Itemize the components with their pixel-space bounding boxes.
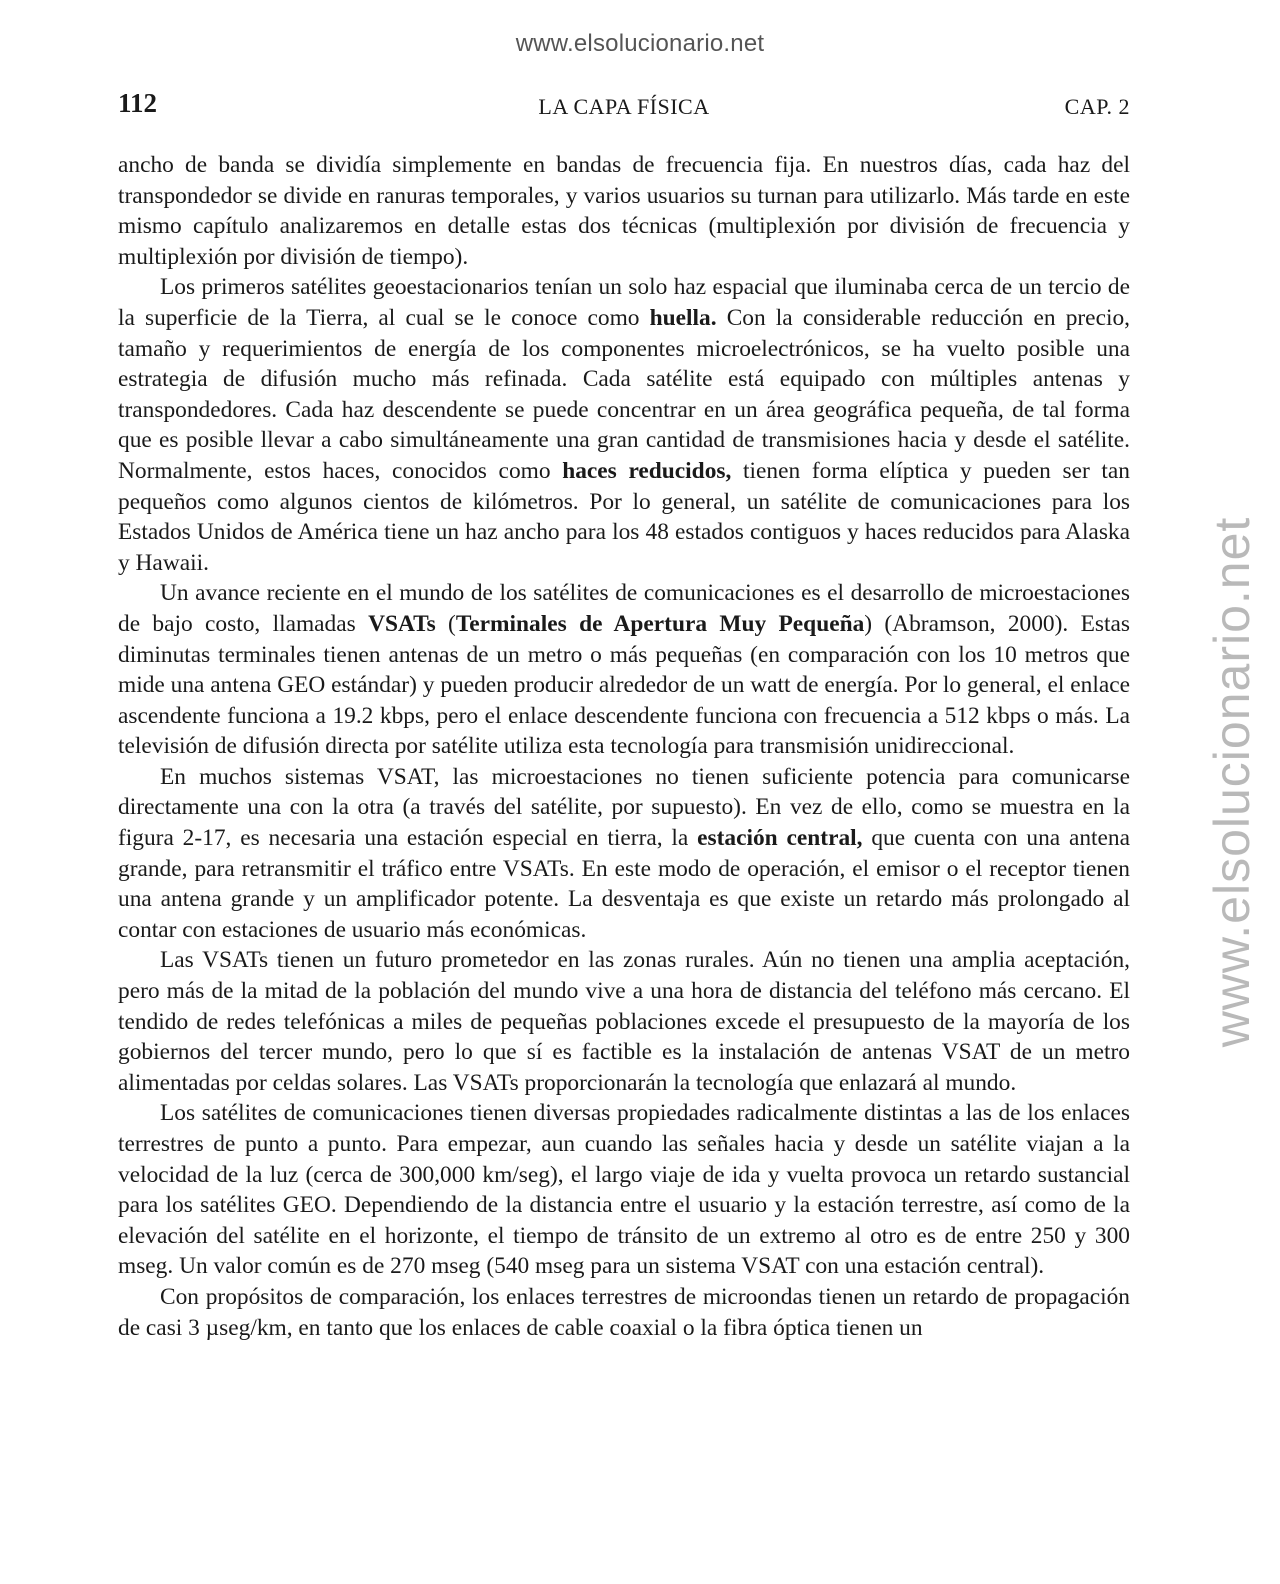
term-vsat-definition: Terminales de Apertura Muy Pequeña <box>455 610 865 637</box>
watermark-top: www.elsolucionario.net <box>515 30 765 57</box>
body-text <box>118 150 1130 1343</box>
watermark-side: www.elsolucionario.net <box>1204 516 1260 1048</box>
chapter-title: LA CAPA FÍSICA <box>538 94 710 119</box>
paragraph-hub-station: En muchos sistemas VSAT, las microestaciones no tienen suficiente potencia para comunicarse directamente una con la otra (a través del satélite, por supuesto). En vez de ello, como se muestra en la figura 2-17, es necesaria una estación especial en tierra, la estación central, que cuenta con una antena grande, para retransmitir el tráfico entre VSATs. En este modo de operación, el emisor o el receptor tienen una antena grande y un amplificador potente. La desventaja es que existe un retardo más prolongado al contar con estaciones de usuario más económicas. <box>118 763 1131 943</box>
chapter-reference: CAP. 2 <box>1064 94 1130 119</box>
paragraph-propagation-delay: Los satélites de comunicaciones tienen diversas propiedades radicalmente distintas a las de los enlaces terrestres de punto a punto. Para empezar, aun cuando las señales hacia y desde un satélite viajan a la velocidad de la luz (cerca de 300,000 km/seg), el largo viaje de ida y vuelta provoca un retardo sustancial para los satélites GEO. Dependiendo de la distancia entre el usuario y la estación terrestre, así como de la elevación del satélite en el horizonte, el tiempo de tránsito de un extremo al otro es de entre 250 y 300 mseg. Un valor común es de 270 mseg (540 mseg para un sistema VSAT con una estación central). <box>118 1100 1130 1280</box>
term-estacion-central: estación central, <box>697 825 863 852</box>
paragraph-geo-beams: Los primeros satélites geoestacionarios tenían un solo haz espacial que iluminaba cerca de un tercio de la superficie de la Tierra, al cual se le conoce como huella. Con la considerable reducción en precio, tamaño y requerimientos de energía de los componentes microelectrónicos, se ha vuelto posible una estrategia de difusión mucho más refinada. Cada satélite está equipado con múltiples antenas y transpondedores. Cada haz descendente se puede concentrar en un área geográfica pequeña, de tal forma que es posible llevar a cabo simultáneamente una gran cantidad de transmisiones hacia y desde el satélite. Normalmente, estos haces, conocidos como haces reducidos, tienen forma elíptica y pueden ser tan pequeños como algunos cientos de kilómetros. Por lo general, un satélite de comunicaciones para los Estados Unidos de América tiene un haz ancho para los 48 estados contiguos y haces reducidos para Alaska y Hawaii. <box>118 274 1130 576</box>
paragraph-rural-future: Las VSATs tienen un futuro prometedor en las zonas rurales. Aún no tienen una amplia aceptación, pero más de la mitad de la población del mundo vive a una hora de distancia del teléfono más cercano. El tendido de redes telefónicas a miles de pequeñas poblaciones excede el presupuesto de la mayoría de los gobiernos del tercer mundo, pero lo que sí es factible es la instalación de antenas VSAT de un metro alimentadas por celdas solares. Las VSATs proporcionarán la tecnología que enlazará al mundo. <box>118 947 1130 1096</box>
term-vsats: VSATs <box>368 610 436 637</box>
paragraph-continuation: ancho de banda se dividía simplemente en bandas de frecuencia fija. En nuestros días, cada haz del transpondedor se divide en ranuras temporales, y varios usuarios su turnan para utilizarlo. Más tarde en este mismo capítulo analizaremos en detalle estas dos técnicas (multiplexión por división de frecuencia y multiplexión por división de tiempo). <box>118 152 1130 270</box>
paragraph-comparison: Con propósitos de comparación, los enlaces terrestres de microondas tienen un retardo de propagación de casi 3 µseg/km, en tanto que los enlaces de cable coaxial o la fibra óptica tienen un <box>118 1283 1130 1341</box>
term-haces-reducidos: haces reducidos, <box>562 457 732 484</box>
term-huella: huella. <box>649 304 717 331</box>
running-head <box>118 88 1130 128</box>
page-number: 112 <box>118 88 158 118</box>
paragraph-vsat-intro: Un avance reciente en el mundo de los satélites de comunicaciones es el desarrollo de microestaciones de bajo costo, llamadas VSATs (Terminales de Apertura Muy Pequeña) (Abramson, 2000). Estas diminutas terminales tienen antenas de un metro o más pequeñas (en comparación con los 10 metros que mide una antena GEO estándar) y pueden producir alrededor de un watt de energía. Por lo general, el enlace ascendente funciona a 19.2 kbps, pero el enlace descendente funciona con frecuencia a 512 kbps o más. La televisión de difusión directa por satélite utiliza esta tecnología para transmisión unidireccional. <box>118 580 1130 760</box>
